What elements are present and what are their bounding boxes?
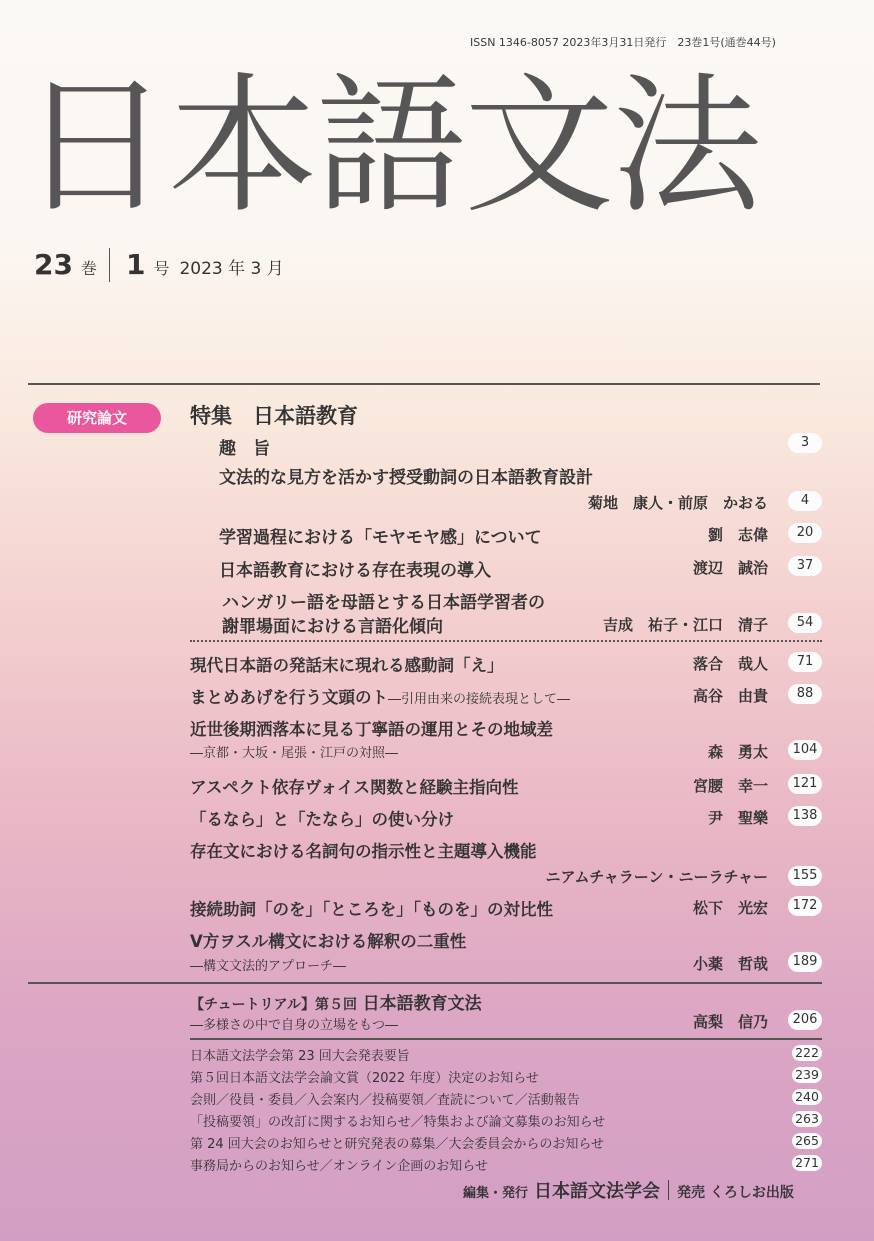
article-title: 存在文における名詞句の指示性と主題導入機能 (190, 842, 537, 861)
footer-divider (668, 1180, 669, 1200)
article-author: 森 勇太 (707, 743, 768, 761)
tutorial-title: 日本語教育文法 (362, 994, 482, 1014)
issue-date: 2023 年 3 月 (179, 259, 284, 279)
article-title: アスペクト依存ヴォイス関数と経験主指向性 (190, 778, 519, 797)
article-title: 学習過程における「モヤモヤ感」について (219, 528, 542, 548)
toc-top-rule (28, 383, 820, 385)
notice-item: 第５回日本語文法学会論文賞（2022 年度）決定のお知らせ (190, 1071, 539, 1086)
article-title: 現代日本語の発話末に現れる感動詞「え」 (190, 656, 504, 675)
notice-item: 「投稿要領」の改訂に関するお知らせ／特集および論文募集のお知らせ (190, 1115, 606, 1130)
feature-divider (190, 640, 822, 642)
feature-intro-title: 趣 旨 (219, 439, 270, 459)
article-author: 宮腰 幸一 (692, 777, 768, 795)
article-author: 小薬 哲哉 (692, 955, 768, 973)
article-main-title: まとめあげを行う文頭のト (190, 688, 388, 707)
page-number: 271 (792, 1155, 822, 1171)
page-number: 239 (792, 1067, 822, 1083)
article-author: ニアムチャラーン・ニーラチャー (545, 868, 768, 886)
tutorial-rule (28, 982, 822, 984)
page-number: 263 (792, 1111, 822, 1127)
issue-divider (109, 248, 110, 282)
issue-number: 1 (125, 248, 146, 281)
volume-number: 23 (34, 248, 73, 281)
notices-rule (190, 1038, 822, 1040)
journal-title: 日本語文法 (20, 60, 761, 234)
page-number: 265 (792, 1133, 822, 1149)
article-author: 尹 聖樂 (707, 809, 768, 827)
article-subtitle: ―構文文法的アプローチ― (190, 959, 347, 974)
article-title: 日本語教育における存在表現の導入 (219, 561, 491, 581)
article-title: ハンガリー語を母語とする日本語学習者の (222, 593, 545, 613)
article-subtitle: ―京都・大坂・尾張・江戸の対照― (190, 746, 399, 761)
article-author: 松下 光宏 (692, 899, 768, 917)
article-subtitle: ―引用由来の接続表現として― (388, 692, 571, 707)
article-title-line2: 謝罪場面における言語化傾向 (222, 617, 443, 637)
notice-item: 会則／役員・委員／入会案内／投稿要領／査読について／活動報告 (190, 1093, 580, 1108)
society-name: 日本語文法学会 (534, 1181, 661, 1202)
issue-unit: 号 (153, 259, 170, 278)
volume-unit: 巻 (80, 259, 97, 278)
page-number: 138 (788, 806, 822, 826)
feature-title: 特集 日本語教育 (190, 404, 358, 428)
article-title: 文法的な見方を活かす授受動詞の日本語教育設計 (219, 468, 593, 488)
article-author: 高谷 由貴 (692, 687, 768, 705)
article-title (190, 684, 570, 708)
tutorial-prefix: 【チュートリアル】第５回 (190, 997, 358, 1013)
article-author: 落合 哉人 (692, 655, 768, 673)
page-number: 222 (792, 1045, 822, 1061)
tutorial-heading (190, 989, 482, 1014)
page-number: 20 (788, 523, 822, 543)
article-title: V方ヲスル構文における解釈の二重性 (190, 932, 467, 951)
page-number: 206 (788, 1010, 822, 1030)
section-badge: 研究論文 (33, 403, 161, 433)
issue-info (34, 248, 284, 282)
page-number: 189 (788, 952, 822, 972)
publisher-name: 発売 くろしお出版 (677, 1185, 794, 1201)
publisher-footer (463, 1177, 794, 1203)
article-author: 劉 志偉 (707, 526, 768, 544)
tutorial-author: 高梨 信乃 (692, 1013, 768, 1031)
editor-label: 編集・発行 (463, 1186, 529, 1201)
notice-item: 日本語文法学会第 23 回大会発表要旨 (190, 1049, 410, 1064)
page-number: 3 (788, 433, 822, 453)
article-author: 吉成 祐子・江口 清子 (602, 616, 768, 634)
page-number: 37 (788, 556, 822, 576)
page-number: 155 (788, 866, 822, 886)
article-author: 渡辺 誠治 (692, 559, 768, 577)
article-title: 「るなら」と「たなら」の使い分け (190, 810, 454, 829)
tutorial-subtitle: ―多様さの中で自身の立場をもつ― (190, 1018, 399, 1033)
notice-item: 第 24 回大会のお知らせと研究発表の募集／大会委員会からのお知らせ (190, 1137, 605, 1152)
page-number: 88 (788, 684, 822, 704)
page-number: 71 (788, 652, 822, 672)
page-number: 240 (792, 1089, 822, 1105)
article-title: 近世後期洒落本に見る丁寧語の運用とその地域差 (190, 720, 553, 739)
article-author: 菊地 康人・前原 かおる (587, 494, 768, 512)
issn-line: ISSN 1346-8057 2023年3月31日発行 23巻1号(通巻44号) (470, 36, 776, 49)
article-title: 接続助詞「のを」「ところを」「ものを」の対比性 (190, 900, 553, 919)
page-number: 121 (788, 774, 822, 794)
page-number: 4 (788, 491, 822, 511)
page-number: 54 (788, 613, 822, 633)
notice-item: 事務局からのお知らせ／オンライン企画のお知らせ (190, 1159, 488, 1174)
page-number: 104 (788, 740, 822, 760)
page-number: 172 (788, 896, 822, 916)
